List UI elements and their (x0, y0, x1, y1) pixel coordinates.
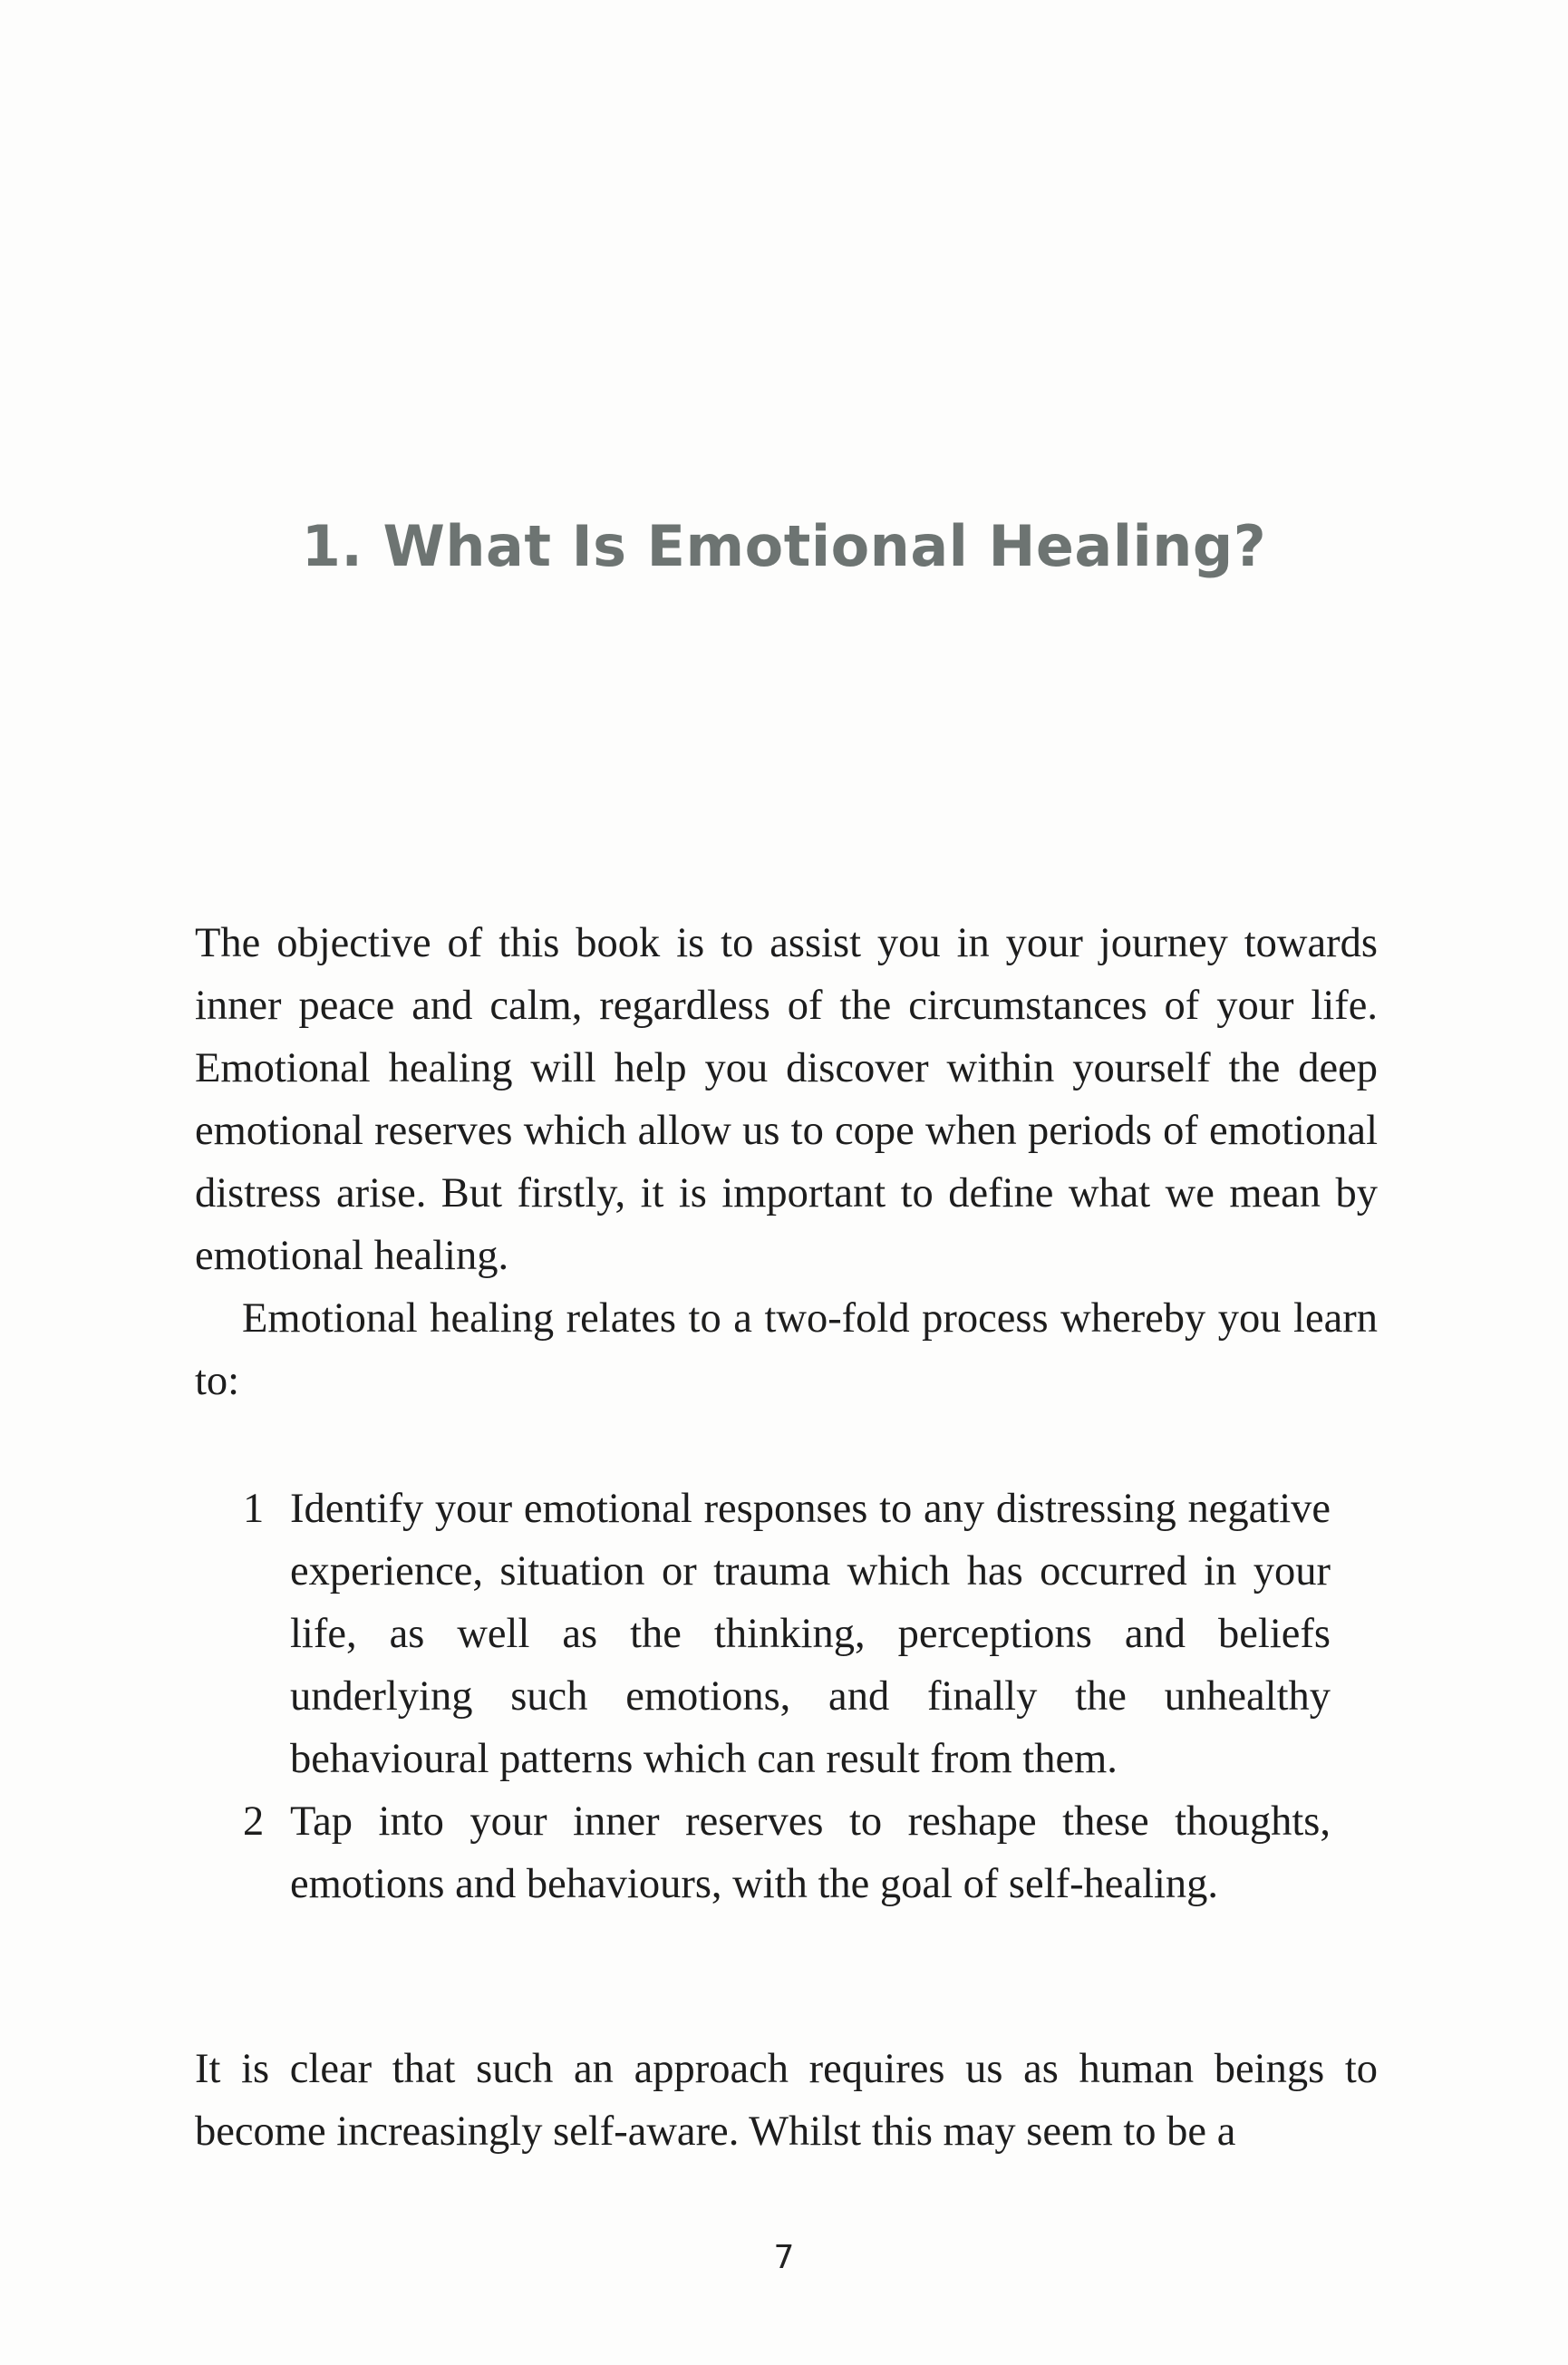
list-item-text: Tap into your inner reserves to reshape these thoughts, emotions and behaviours, with the goal of self-healing. (290, 1798, 1331, 1907)
list-item-number: 2 (243, 1798, 265, 1845)
list-item-number: 1 (243, 1486, 265, 1532)
list-item (243, 1478, 1331, 1790)
page-number: 7 (773, 2239, 795, 2276)
chapter-title: 1. What Is Emotional Healing? (301, 513, 1267, 579)
numbered-list (243, 1478, 1331, 1915)
closing-section (195, 2038, 1378, 2163)
intro-section (195, 912, 1378, 1412)
list-item-text: Identify your emotional responses to any distressing negative experience, situation or trauma which has occurred in your life, as well as the thinking, perceptions and beliefs underlying such emotions, and finally the unhealthy behavioural patterns which can result from them. (290, 1486, 1331, 1782)
closing-paragraph: It is clear that such an approach requires us as human beings to become increasingly self-aware. Whilst this may seem to be a (195, 2046, 1378, 2155)
intro-paragraph: The objective of this book is to assist you in your journey towards inner peace and calm, regardless of the circumstances of your life. Emotional healing will help you discover within yourself the deep emotional reserves which allow us to cope when periods of emotional distress arise. But firstly, it is important to define what we mean by emotional healing. (195, 920, 1378, 1279)
list-item (243, 1790, 1331, 1915)
second-paragraph: Emotional healing relates to a two-fold process whereby you learn to: (195, 1295, 1378, 1404)
